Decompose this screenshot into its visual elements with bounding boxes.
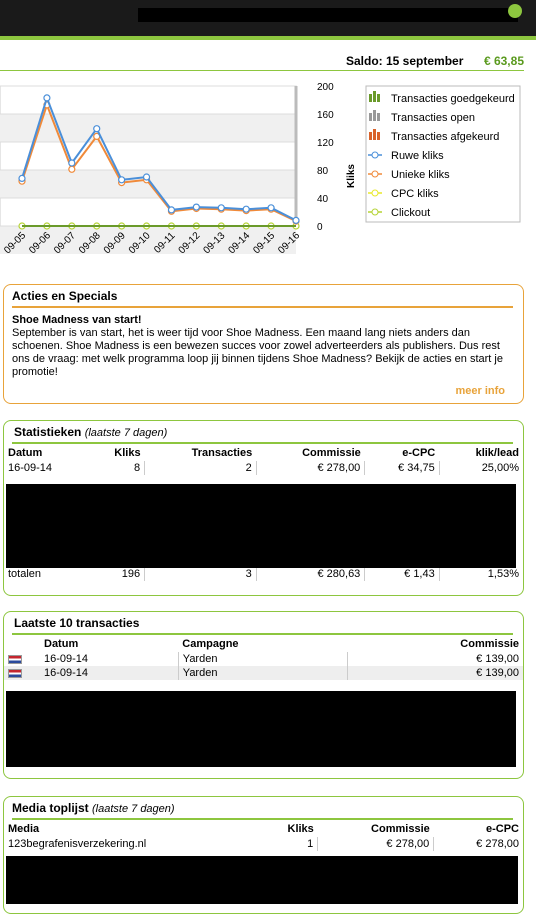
x-tick-label: 09-08 xyxy=(76,230,103,257)
data-point xyxy=(168,207,174,213)
cell: € 1,43 xyxy=(365,567,439,581)
header-divider xyxy=(0,36,536,40)
y-tick-label: 80 xyxy=(317,166,329,177)
flag-nl-icon xyxy=(8,655,22,664)
redacted-area xyxy=(138,8,518,22)
data-point xyxy=(144,174,150,180)
table-row xyxy=(4,461,523,475)
data-point xyxy=(268,205,274,211)
legend-marker-icon xyxy=(372,171,378,177)
legend-marker-icon xyxy=(372,209,378,215)
cell: € 280,63 xyxy=(256,567,365,581)
cell: 123begrafenisverzekering.nl xyxy=(8,838,147,850)
cell: € 278,00 xyxy=(318,837,434,851)
saldo-value: € 63,85 xyxy=(483,54,524,68)
data-point xyxy=(69,166,75,172)
stats-title: Statistieken xyxy=(14,425,82,439)
media-col-ecpc[interactable]: e-CPC xyxy=(485,823,519,835)
trans-table xyxy=(4,635,523,680)
cell: € 278,00 xyxy=(256,461,365,475)
redacted-block xyxy=(6,856,518,904)
data-point xyxy=(44,95,50,101)
saldo-label: Saldo: 15 september xyxy=(346,54,464,68)
cell: 3 xyxy=(145,567,257,581)
trans-col-commissie[interactable]: Commissie xyxy=(460,638,519,650)
stats-col-transacties[interactable]: Transacties xyxy=(191,447,253,459)
legend-bar-icon xyxy=(369,94,372,102)
clicks-chart xyxy=(0,76,536,276)
saldo-divider xyxy=(0,70,524,71)
cell: 196 xyxy=(121,568,141,580)
x-tick-label: 09-13 xyxy=(201,230,228,257)
media-col-kliks[interactable]: Kliks xyxy=(287,823,314,835)
x-tick-label: 09-05 xyxy=(2,230,29,257)
redacted-block xyxy=(6,484,516,568)
legend-bar-icon xyxy=(369,132,372,140)
table-row[interactable] xyxy=(4,652,523,666)
trans-col-datum[interactable]: Datum xyxy=(44,638,79,650)
stats-col-commissie[interactable]: Commissie xyxy=(302,447,361,459)
top-header-bar xyxy=(0,0,536,36)
totals-row xyxy=(4,567,523,581)
legend-bar-icon xyxy=(377,94,380,102)
grid-band xyxy=(0,114,296,142)
cell: € 278,00 xyxy=(434,837,523,851)
y-tick-label: 200 xyxy=(317,82,334,93)
flag-nl-icon xyxy=(8,669,22,678)
trans-col-campagne[interactable]: Campagne xyxy=(182,638,239,650)
x-tick-label: 09-06 xyxy=(27,230,54,257)
cell: 8 xyxy=(133,462,141,474)
legend-marker-icon xyxy=(372,190,378,196)
legend-entry: Transacties open xyxy=(391,112,475,124)
data-point xyxy=(69,160,75,166)
table-row[interactable] xyxy=(4,837,523,851)
x-tick-label: 09-15 xyxy=(251,230,278,257)
cell: 1,53% xyxy=(439,567,523,581)
cell: € 34,75 xyxy=(365,461,439,475)
stats-col-datum[interactable]: Datum xyxy=(8,447,43,459)
cell: 1 xyxy=(307,838,314,850)
cell: 16-09-14 xyxy=(8,462,53,474)
x-tick-label: 09-11 xyxy=(152,230,178,256)
cell: € 139,00 xyxy=(347,666,523,680)
legend-bar-icon xyxy=(369,113,372,121)
data-point xyxy=(293,217,299,223)
cell: Yarden xyxy=(178,666,347,680)
y-tick-label: 160 xyxy=(317,110,334,121)
cell: € 139,00 xyxy=(347,652,523,666)
data-point xyxy=(243,206,249,212)
legend-entry: Unieke kliks xyxy=(391,169,450,181)
data-point xyxy=(19,175,25,181)
data-point xyxy=(119,177,125,183)
cell: totalen xyxy=(8,568,42,580)
legend-entry: CPC kliks xyxy=(391,188,439,200)
acties-title: Acties en Specials xyxy=(12,289,118,303)
media-col-media[interactable]: Media xyxy=(8,823,40,835)
acties-text: September is van start, het is weer tijd voor Shoe Madness. Een maand lang niets anders dan schoenen. Shoe Madness is een bewezen succes voor zowel adverteerders als publishers. Dus rest ons de vraag: met welk programma loop jij binnen tijdens Shoe Madness? Bekijk de acties en start je promotie! xyxy=(12,327,503,378)
meer-info-link[interactable]: meer info xyxy=(455,385,505,397)
x-tick-label: 09-12 xyxy=(176,230,203,257)
acties-headline: Shoe Madness van start! xyxy=(12,314,142,326)
media-subtitle: (laatste 7 dagen) xyxy=(92,803,175,815)
media-table xyxy=(4,820,523,851)
data-point xyxy=(94,126,100,132)
data-point xyxy=(193,204,199,210)
cell: 16-09-14 xyxy=(40,666,178,680)
x-tick-label: 09-16 xyxy=(276,230,303,257)
redacted-block xyxy=(6,691,516,767)
legend-bar-icon xyxy=(377,113,380,121)
cell: 2 xyxy=(145,461,257,475)
trans-title: Laatste 10 transacties xyxy=(14,616,140,630)
legend-bar-icon xyxy=(373,91,376,102)
legend-entry: Ruwe kliks xyxy=(391,150,444,162)
legend-entry: Transacties afgekeurd xyxy=(391,131,500,143)
legend-bar-icon xyxy=(373,129,376,140)
y-tick-label: 40 xyxy=(317,194,329,205)
legend-entry: Transacties goedgekeurd xyxy=(391,93,515,105)
legend-marker-icon xyxy=(372,152,378,158)
stats-col-kliklead[interactable]: klik/lead xyxy=(475,447,519,459)
legend-bar-icon xyxy=(377,132,380,140)
table-row[interactable] xyxy=(4,666,523,680)
data-point xyxy=(218,205,224,211)
stats-col-kliks[interactable]: Kliks xyxy=(114,447,141,459)
legend-entry: Clickout xyxy=(391,207,431,219)
logo-icon xyxy=(508,4,522,18)
x-tick-label: 09-14 xyxy=(226,230,253,257)
y-tick-label: 120 xyxy=(317,138,334,149)
cell: 25,00% xyxy=(439,461,523,475)
x-tick-label: 09-10 xyxy=(126,230,153,257)
x-tick-label: 09-09 xyxy=(101,230,128,257)
x-tick-label: 09-07 xyxy=(52,230,78,257)
y-tick-label: 0 xyxy=(317,222,323,233)
cell: 16-09-14 xyxy=(44,653,89,665)
legend-bar-icon xyxy=(373,110,376,121)
stats-subtitle: (laatste 7 dagen) xyxy=(84,427,168,439)
stats-col-ecpc[interactable]: e-CPC xyxy=(402,447,436,459)
cell: Yarden xyxy=(178,652,347,666)
y-axis-label: Kliks xyxy=(346,164,357,188)
media-title: Media toplijst xyxy=(12,801,89,815)
acties-panel xyxy=(3,284,524,404)
media-col-commissie[interactable]: Commissie xyxy=(371,823,430,835)
